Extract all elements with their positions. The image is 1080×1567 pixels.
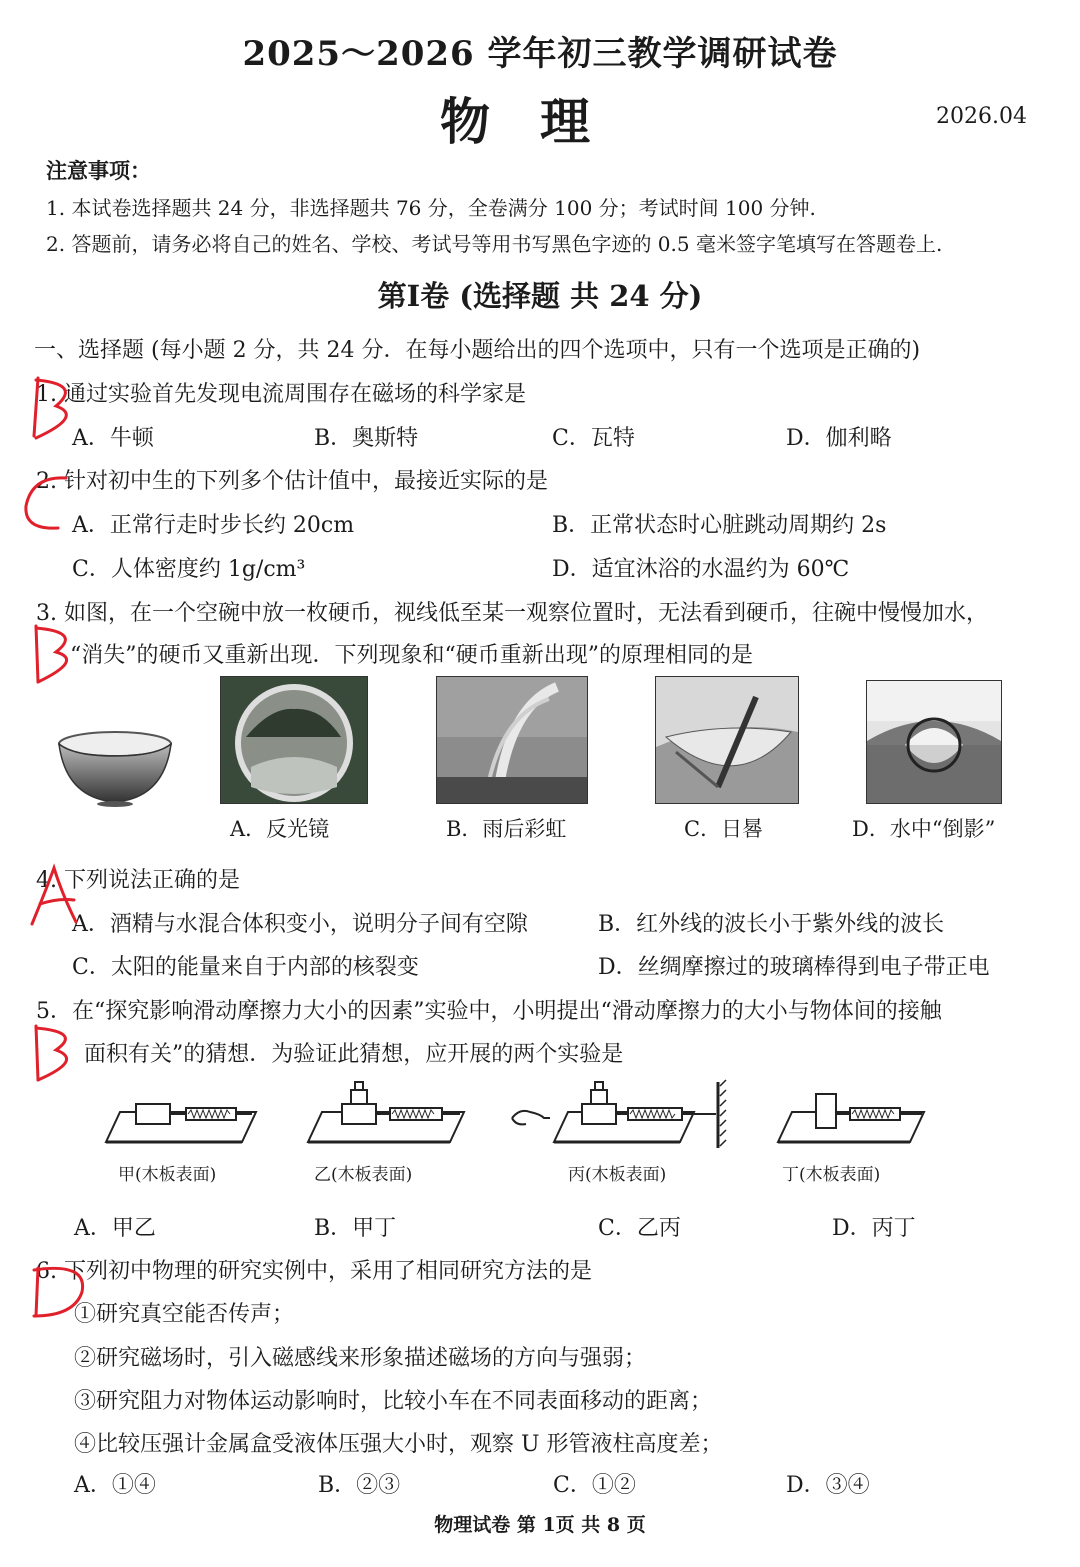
section-instruction: 一、选择题 (每小题 2 分，共 24 分．在每小题给出的四个选项中，只有一个选项是正确的): [34, 338, 921, 363]
figure-label-jia: 甲(木板表面): [118, 1165, 217, 1185]
question-1-stem: 1. 通过实验首先发现电流周围存在磁场的科学家是: [36, 382, 526, 407]
bridge-reflection-image: [866, 680, 1002, 804]
q2-option-d: D．适宜沐浴的水温约为 60℃: [552, 557, 850, 582]
question-6-stem: 6. 下列初中物理的研究实例中，采用了相同研究方法的是: [36, 1259, 592, 1284]
handwritten-answer-q4: [28, 864, 88, 930]
q3-option-c: C．日晷: [684, 817, 764, 841]
q6-item-3: ③研究阻力对物体运动影响时，比较小车在不同表面移动的距离；: [74, 1389, 713, 1414]
bowl-image: [56, 728, 174, 808]
question-4-stem: 4. 下列说法正确的是: [36, 868, 240, 893]
q6-item-4: ④比较压强计金属盒受液体压强大小时，观察 U 形管液柱高度差；: [74, 1432, 723, 1457]
q3-option-a: A．反光镜: [230, 817, 330, 841]
question-5-stem-line2: 面积有关”的猜想．为验证此猜想，应开展的两个实验是: [84, 1042, 624, 1067]
paper-title: 2025～2026 学年初三教学调研试卷: [242, 34, 838, 74]
friction-setup-jia: [100, 1090, 260, 1150]
handwritten-answer-q3: [26, 622, 88, 684]
q6-option-d: D．③④: [786, 1473, 870, 1498]
paper-date: 2026.04: [936, 104, 1027, 129]
q5-option-c: C．乙丙: [598, 1216, 681, 1241]
q2-option-b: B．正常状态时心脏跳动周期约 2s: [552, 513, 887, 538]
q5-option-a: A．甲乙: [74, 1216, 156, 1241]
friction-setup-ding: [772, 1084, 928, 1150]
q6-item-1: ①研究真空能否传声；: [74, 1302, 295, 1327]
figure-label-bing: 丙(木板表面): [568, 1165, 667, 1185]
convex-mirror-image: [220, 676, 368, 804]
handwritten-answer-q2: [18, 472, 78, 534]
section-title: 第Ⅰ卷 (选择题 共 24 分): [377, 279, 703, 313]
friction-setup-yi: [302, 1078, 468, 1150]
question-5-stem-line1: 5．在“探究影响滑动摩擦力大小的因素”实验中，小明提出“滑动摩擦力的大小与物体间的接触: [36, 999, 942, 1024]
friction-setup-bing: [508, 1078, 728, 1150]
rainbow-image: [436, 676, 588, 804]
q1-option-c: C．瓦特: [552, 426, 635, 451]
q2-option-a: A．正常行走时步长约 20cm: [72, 513, 355, 538]
paper-subject: 物理: [440, 92, 640, 151]
q6-option-b: B．②③: [318, 1473, 401, 1498]
q4-option-a: A．酒精与水混合体积变小，说明分子间有空隙: [72, 912, 528, 937]
handwritten-answer-q5: [26, 1022, 88, 1084]
q1-option-d: D．伽利略: [786, 426, 892, 451]
figure-label-yi: 乙(木板表面): [314, 1165, 413, 1185]
q5-option-d: D．丙丁: [832, 1216, 916, 1241]
handwritten-answer-q6: [28, 1262, 90, 1322]
q4-option-c: C．太阳的能量来自于内部的核裂变: [72, 955, 419, 980]
q5-option-b: B．甲丁: [314, 1216, 397, 1241]
question-3-stem-line2: “消失”的硬币又重新出现．下列现象和“硬币重新出现”的原理相同的是: [70, 643, 753, 668]
page-footer: 物理试卷 第 1页 共 8 页: [434, 1514, 646, 1536]
notice-item-1: 1. 本试卷选择题共 24 分，非选择题共 76 分，全卷满分 100 分；考试时间 100 分钟.: [46, 196, 816, 220]
q3-option-b: B．雨后彩虹: [446, 817, 567, 841]
sundial-image: [655, 676, 799, 804]
question-2-stem: 2. 针对初中生的下列多个估计值中，最接近实际的是: [36, 469, 548, 494]
q6-item-2: ②研究磁场时，引入磁感线来形象描述磁场的方向与强弱；: [74, 1346, 647, 1371]
q4-option-d: D．丝绸摩擦过的玻璃棒得到电子带正电: [598, 955, 990, 980]
q6-option-a: A．①④: [74, 1473, 156, 1498]
q4-option-b: B．红外线的波长小于紫外线的波长: [598, 912, 945, 937]
handwritten-answer-q1: [22, 372, 92, 444]
figure-label-ding: 丁(木板表面): [782, 1165, 881, 1185]
question-3-stem-line1: 3. 如图，在一个空碗中放一枚硬币，视线低至某一观察位置时，无法看到硬币，往碗中慢慢加水，: [36, 601, 988, 626]
q2-option-c: C．人体密度约 1g/cm³: [72, 557, 306, 582]
q1-option-b: B．奥斯特: [314, 426, 419, 451]
notice-item-2: 2. 答题前，请务必将自己的姓名、学校、考试号等用书写黑色字迹的 0.5 毫米签字笔填写在答题卷上.: [46, 232, 943, 256]
q3-option-d: D．水中“倒影”: [852, 817, 996, 841]
q1-option-a: A．牛顿: [72, 426, 154, 451]
q6-option-c: C．①②: [553, 1473, 636, 1498]
notice-heading: 注意事项：: [46, 158, 151, 183]
